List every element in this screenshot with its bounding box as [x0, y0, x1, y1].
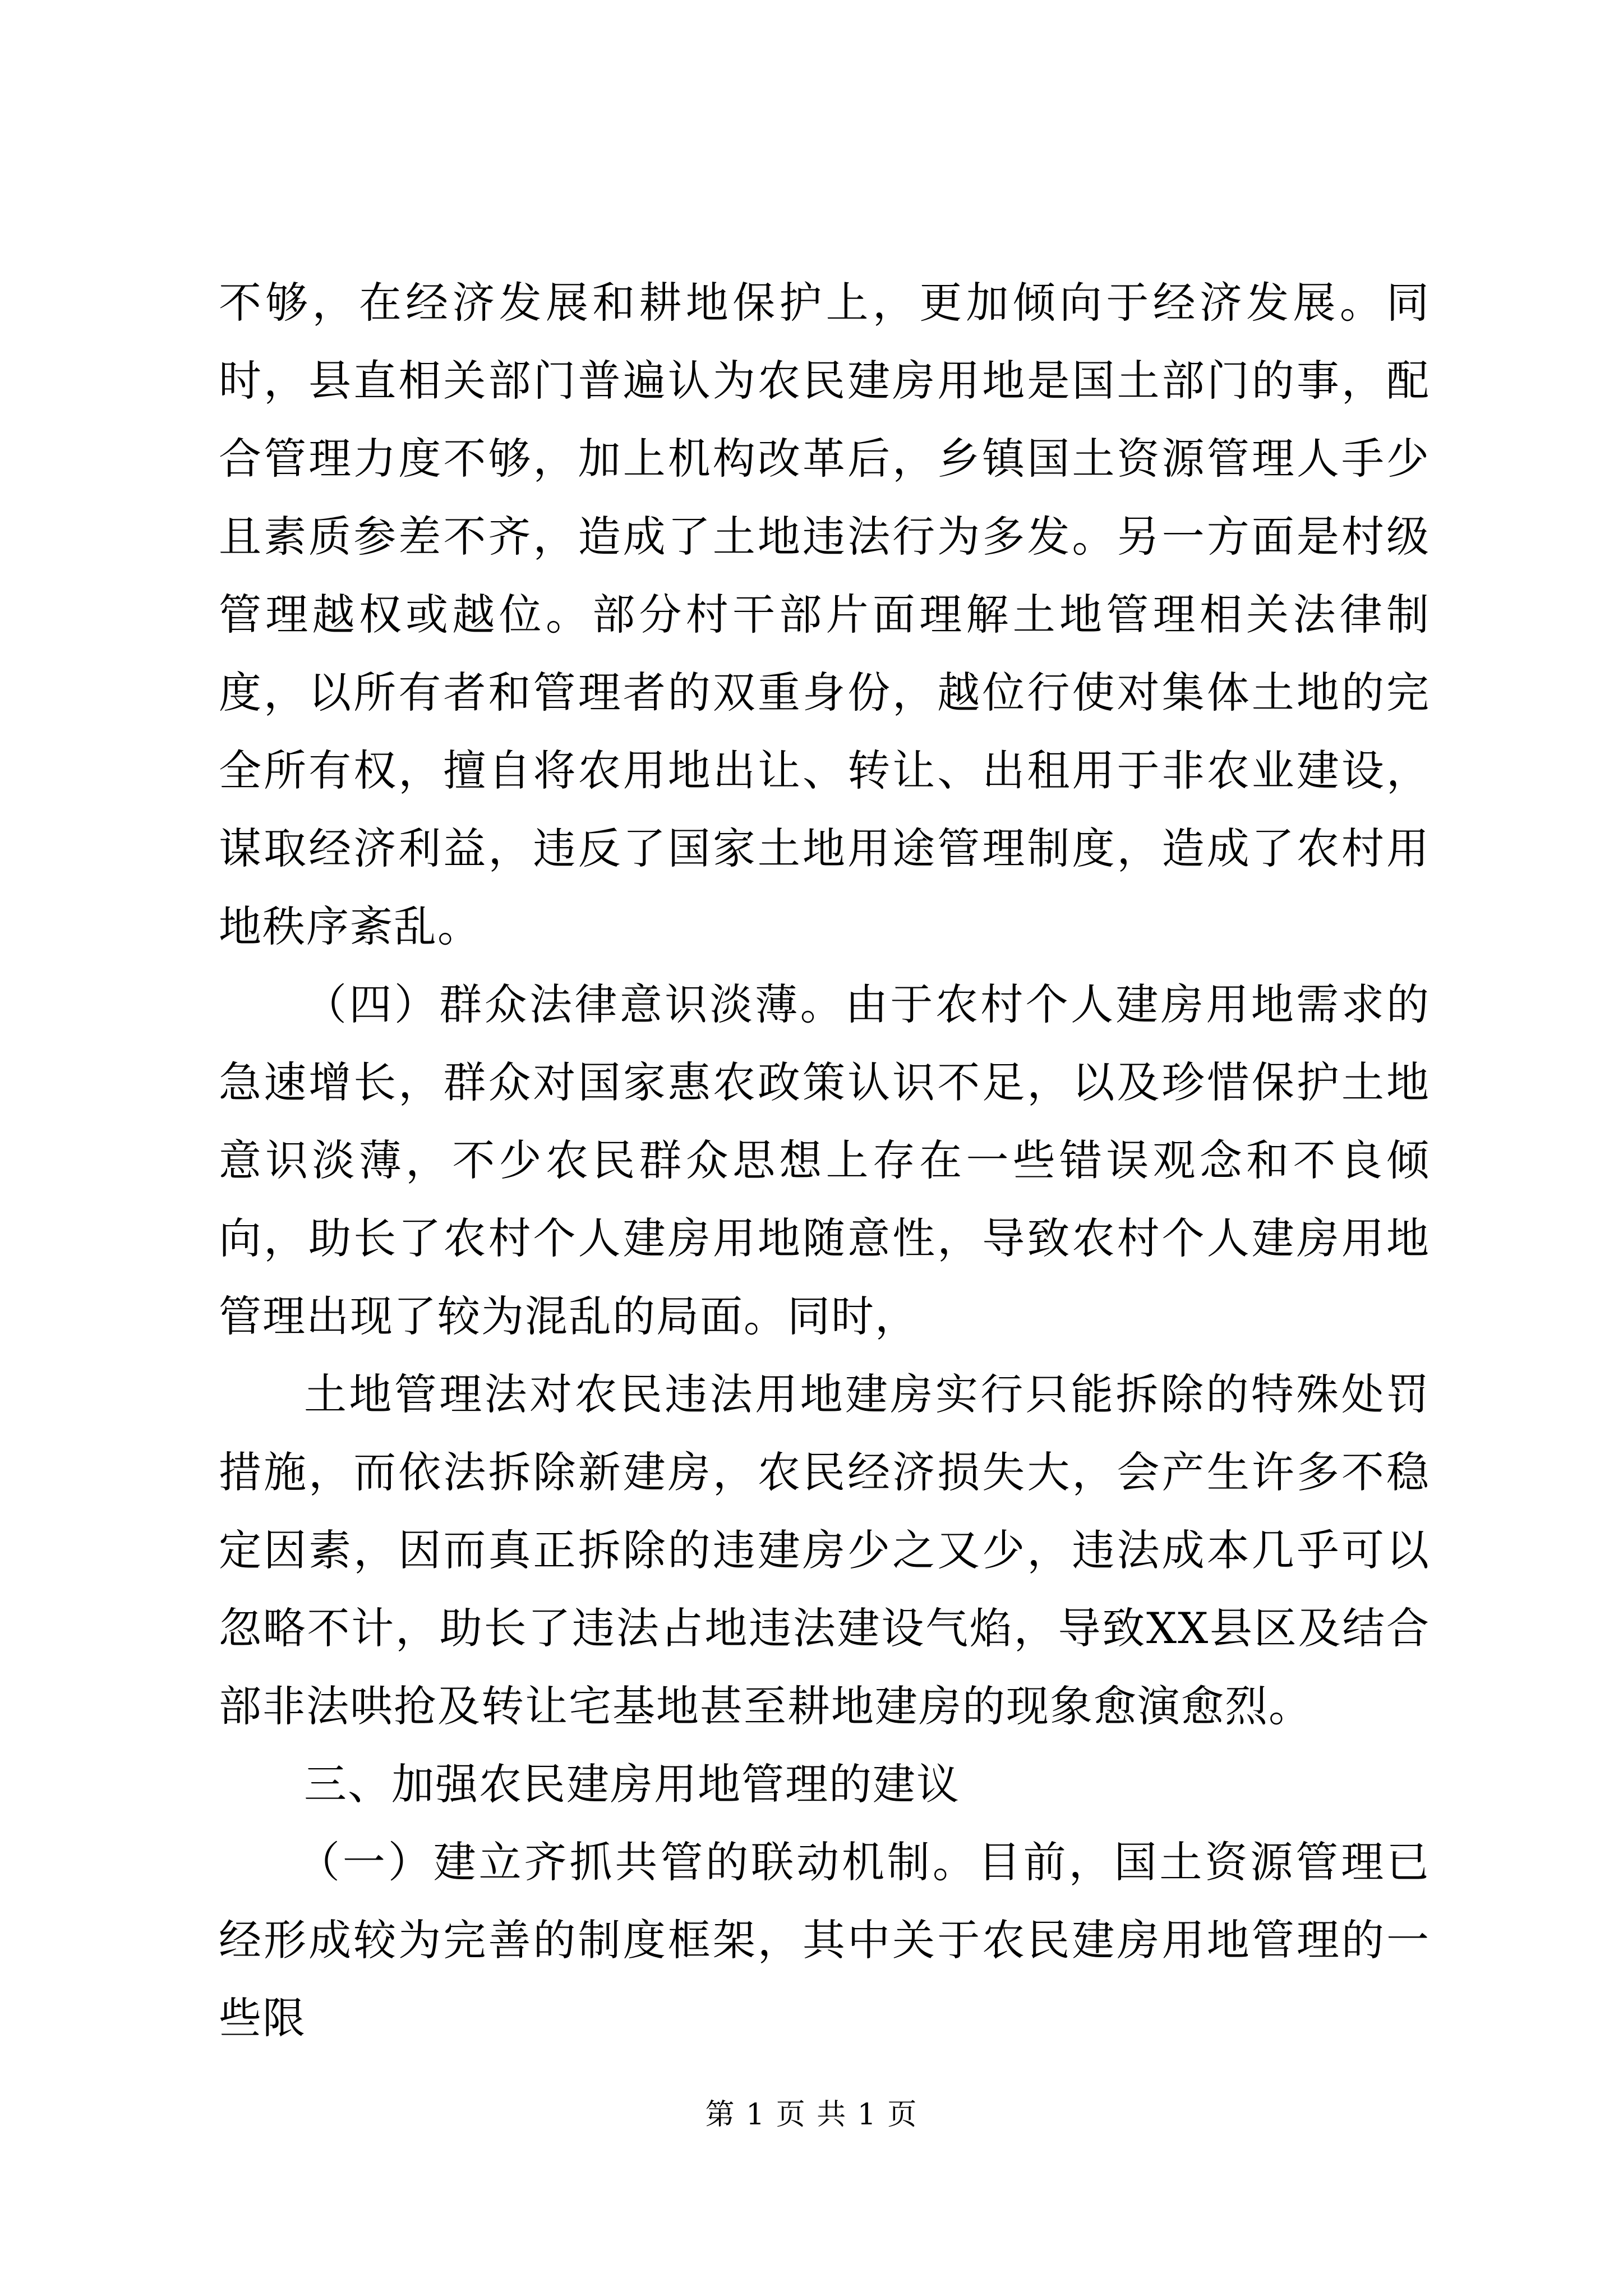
page-footer: 第 1 页 共 1 页: [705, 2098, 918, 2132]
paragraph-continuation: 不够，在经济发展和耕地保护上，更加倾向于经济发展。同时，县直相关部门普遍认为农民建房用地是国土部门的事，配合管理力度不够，加上机构改革后，乡镇国土资源管理人手少且素质参差不齐，造成了土地违法行为多发。另一方面是村级管理越权或越位。部分村干部片面理解土地管理相关法律制度，以所有者和管理者的双重身份，越位行使对集体土地的完全所有权，擅自将农用地出让、转让、出租用于非农业建设，谋取经济利益，违反了国家土地用途管理制度，造成了农村用地秩序紊乱。: [219, 278, 1430, 951]
paragraph-section-four: （四）群众法律意识淡薄。由于农村个人建房用地需求的急速增长，群众对国家惠农政策认识不足，以及珍惜保护土地意识淡薄，不少农民群众思想上存在一些错误观念和不良倾向，助长了农村个人建房用地随意性，导致农村个人建房用地管理出现了较为混乱的局面。同时，: [219, 979, 1430, 1341]
paragraph-land-law: 土地管理法对农民违法用地建房实行只能拆除的特殊处罚措施，而依法拆除新建房，农民经济损失大，会产生许多不稳定因素，因而真正拆除的违建房少之又少，违法成本几乎可以忽略不计，助长了违法占地违法建设气焰，导致XX县区及结合部非法哄抢及转让宅基地甚至耕地建房的现象愈演愈烈。: [219, 1369, 1430, 1731]
document-body: [219, 264, 1430, 2057]
paragraph-section-one: （一）建立齐抓共管的联动机制。目前，国土资源管理已经形成较为完善的制度框架，其中关于农民建房用地管理的一些限: [219, 1837, 1430, 2043]
section-heading-suggestions: 三、加强农民建房用地管理的建议: [304, 1759, 960, 1809]
